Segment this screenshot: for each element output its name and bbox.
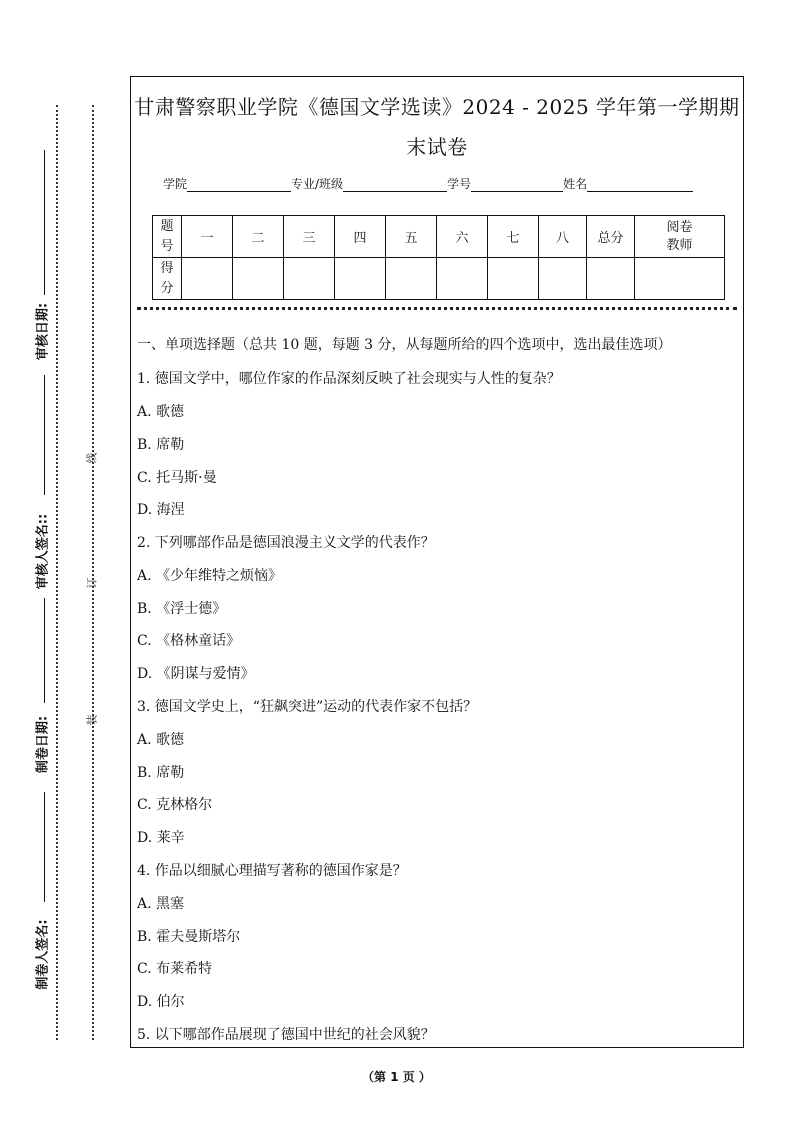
answer-option: B. 霍夫曼斯塔尔 [137,929,241,945]
exam-frame [130,76,744,1048]
answer-option: C. 《格林童话》 [137,633,241,649]
score-header-cell: 总分 [587,216,635,258]
score-cell[interactable] [284,258,335,300]
score-cell[interactable] [539,258,587,300]
score-table-header-row [153,216,725,258]
major-field[interactable] [343,179,447,192]
exam-title-line2: 末试卷 [406,135,468,159]
name-label: 姓名 [563,177,588,191]
score-cell[interactable] [635,258,725,300]
score-cell[interactable] [488,258,539,300]
student-id-label: 学号 [447,177,472,191]
score-row-label: 得 分 [153,258,182,300]
score-cell[interactable] [386,258,437,300]
section-heading: 一、单项选择题（总共 10 题，每题 3 分，从每题所给的四个选项中，选出最佳选项） [137,337,672,353]
name-field[interactable] [587,179,693,192]
page-number: （第 1 页 ） [362,1070,431,1084]
dotted-separator [137,307,737,310]
student-id-field[interactable] [471,179,563,192]
answer-option: C. 克林格尔 [137,797,213,813]
reviewer-sign-label: 审核人签名:: [35,513,51,590]
answer-option: A. 《少年维特之烦恼》 [137,568,283,584]
answer-option: D. 海涅 [137,502,185,518]
score-header-cell: 七 [488,216,539,258]
question-stem: 5. 以下哪部作品展现了德国中世纪的社会风貌？ [137,1027,435,1043]
score-header-cell: 一 [182,216,233,258]
bind-mark-ding: 订 [85,577,99,589]
question-stem: 3. 德国文学史上，“狂飙突进”运动的代表作家不包括？ [137,699,478,715]
reviewer-date-label: 审核日期: [35,302,51,361]
score-header-cell: 四 [335,216,386,258]
college-label: 学院 [163,177,188,191]
reviewer-sign-line [44,375,45,495]
score-header-cell: 五 [386,216,437,258]
bind-mark-xian: 线 [85,452,99,464]
answer-option: C. 托马斯·曼 [137,470,217,486]
answer-option: B. 《浮士德》 [137,601,227,617]
answer-option: A. 歌德 [137,732,185,748]
score-header-cell: 八 [539,216,587,258]
score-header-cell: 阅卷 教师 [635,216,725,258]
score-header-cell: 二 [233,216,284,258]
score-table-score-row [153,258,725,300]
college-field[interactable] [187,179,291,192]
score-header-cell: 三 [284,216,335,258]
question-stem: 4. 作品以细腻心理描写著称的德国作家是？ [137,863,407,879]
bind-mark-zhuang: 装 [85,714,99,726]
exam-title-line1: 甘肃警察职业学院《德国文学选读》2024 - 2025 学年第一学期期 [134,95,740,119]
inner-dotted-line [92,105,94,1040]
outer-dotted-line [56,105,58,1040]
maker-sign-line [44,792,45,902]
score-cell[interactable] [182,258,233,300]
answer-option: A. 歌德 [137,404,185,420]
maker-date-label: 制卷日期: [35,715,51,774]
question-stem: 2. 下列哪部作品是德国浪漫主义文学的代表作？ [137,535,435,551]
score-table [152,215,725,300]
score-cell[interactable] [335,258,386,300]
score-cell[interactable] [437,258,488,300]
score-header-cell: 题 号 [153,216,182,258]
reviewer-date-line [44,150,45,295]
maker-sign-label: 制卷人签名: [35,919,51,990]
score-cell[interactable] [587,258,635,300]
answer-option: B. 席勒 [137,765,185,781]
answer-option: D. 《阴谋与爱情》 [137,666,255,682]
answer-option: D. 莱辛 [137,830,185,846]
major-label: 专业/班级 [291,177,344,191]
answer-option: D. 伯尔 [137,994,185,1010]
answer-option: B. 席勒 [137,437,185,453]
question-stem: 1. 德国文学中，哪位作家的作品深刻反映了社会现实与人性的复杂？ [137,371,561,387]
answer-option: C. 布莱希特 [137,961,213,977]
score-cell[interactable] [233,258,284,300]
answer-option: A. 黑塞 [137,896,185,912]
student-info-row [163,175,693,192]
maker-date-line [44,598,45,703]
score-header-cell: 六 [437,216,488,258]
